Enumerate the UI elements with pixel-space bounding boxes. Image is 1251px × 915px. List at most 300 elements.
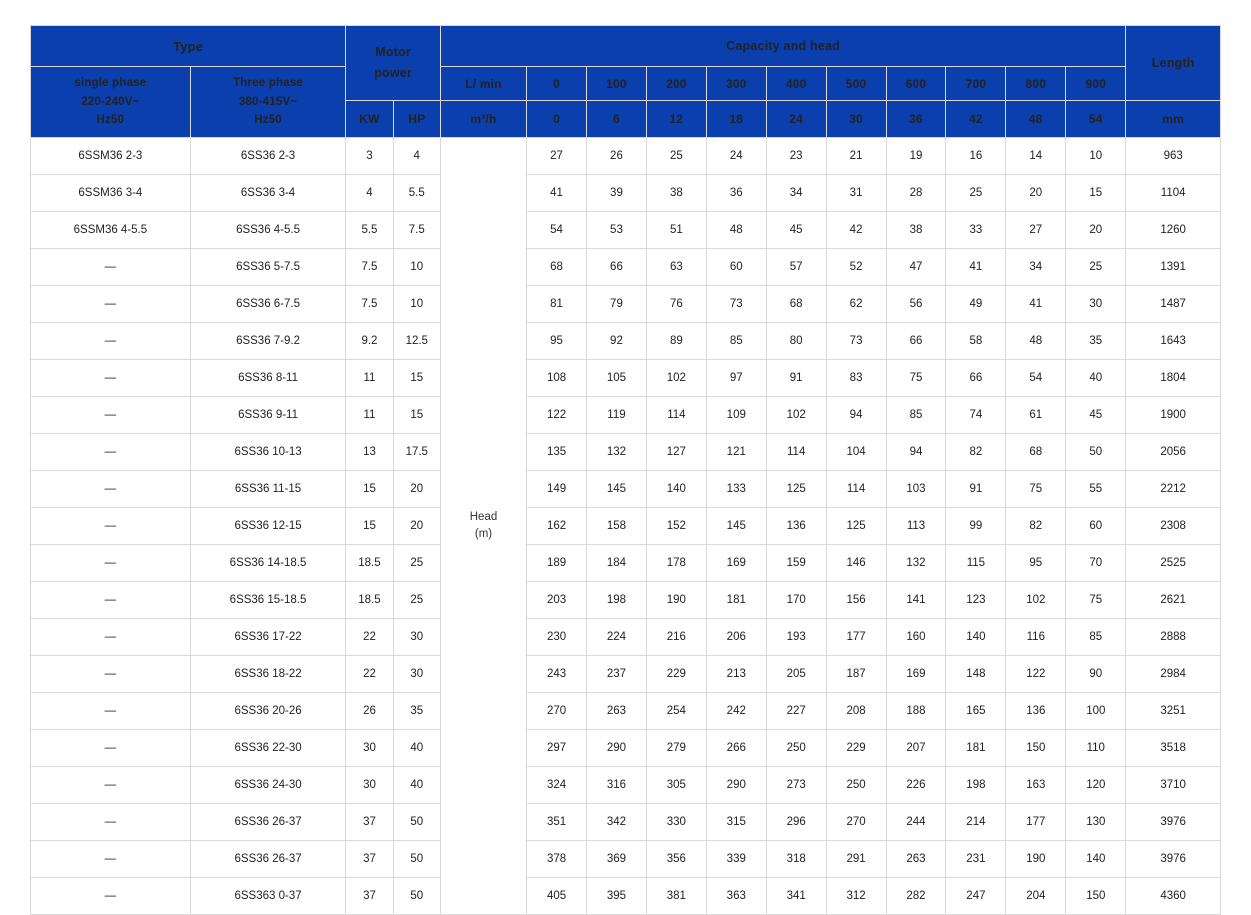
cell-head-value: 116 xyxy=(1006,619,1066,656)
cell-head-value: 169 xyxy=(886,656,946,693)
cell-length: 2621 xyxy=(1126,582,1221,619)
cell-head-value: 227 xyxy=(766,693,826,730)
cell-head-value: 36 xyxy=(706,175,766,212)
cell-head-value: 342 xyxy=(587,804,647,841)
cell-head-value: 85 xyxy=(1066,619,1126,656)
cell-kw: 18.5 xyxy=(346,582,393,619)
cell-head-value: 198 xyxy=(946,767,1006,804)
cell-single-phase: — xyxy=(31,360,191,397)
table-row xyxy=(31,471,1221,508)
cell-head-value: 148 xyxy=(946,656,1006,693)
cell-kw: 22 xyxy=(346,656,393,693)
cell-single-phase: — xyxy=(31,730,191,767)
cell-head-value: 297 xyxy=(527,730,587,767)
cell-single-phase: — xyxy=(31,767,191,804)
table-row xyxy=(31,508,1221,545)
cell-head-value: 135 xyxy=(527,434,587,471)
table-row xyxy=(31,360,1221,397)
table-row xyxy=(31,397,1221,434)
cell-head-value: 39 xyxy=(587,175,647,212)
cell-three-phase: 6SS36 22-30 xyxy=(190,730,346,767)
cell-head-value: 395 xyxy=(587,878,647,915)
cell-head-value: 133 xyxy=(706,471,766,508)
cell-head-value: 25 xyxy=(946,175,1006,212)
cell-three-phase: 6SS36 9-11 xyxy=(190,397,346,434)
cell-head-value: 61 xyxy=(1006,397,1066,434)
cell-head-value: 120 xyxy=(1066,767,1126,804)
cell-head-value: 20 xyxy=(1066,212,1126,249)
cell-head-value: 41 xyxy=(946,249,1006,286)
cell-head-value: 54 xyxy=(527,212,587,249)
cell-head-value: 229 xyxy=(646,656,706,693)
cell-single-phase: — xyxy=(31,656,191,693)
cell-head-value: 159 xyxy=(766,545,826,582)
cell-single-phase: — xyxy=(31,286,191,323)
cell-length: 2308 xyxy=(1126,508,1221,545)
cell-single-phase: 6SSM36 2-3 xyxy=(31,138,191,175)
cell-head-value: 193 xyxy=(766,619,826,656)
cell-head-value: 178 xyxy=(646,545,706,582)
cell-length: 3710 xyxy=(1126,767,1221,804)
cell-head-value: 114 xyxy=(766,434,826,471)
cell-head-value: 108 xyxy=(527,360,587,397)
table-row xyxy=(31,619,1221,656)
header-m3h-30: 30 xyxy=(826,101,886,138)
cell-head-value: 190 xyxy=(646,582,706,619)
cell-hp: 30 xyxy=(393,656,440,693)
cell-head-value: 38 xyxy=(646,175,706,212)
table-row xyxy=(31,212,1221,249)
table-header xyxy=(31,26,1221,138)
cell-head-value: 94 xyxy=(826,397,886,434)
cell-hp: 12.5 xyxy=(393,323,440,360)
cell-head-value: 290 xyxy=(587,730,647,767)
cell-head-value: 62 xyxy=(826,286,886,323)
cell-head-value: 177 xyxy=(826,619,886,656)
cell-hp: 25 xyxy=(393,582,440,619)
cell-head-value: 103 xyxy=(886,471,946,508)
cell-head-value: 160 xyxy=(886,619,946,656)
cell-head-value: 224 xyxy=(587,619,647,656)
header-capacity-and-head: Capacity and head xyxy=(440,26,1125,67)
cell-head-value: 70 xyxy=(1066,545,1126,582)
cell-hp: 25 xyxy=(393,545,440,582)
cell-kw: 37 xyxy=(346,841,393,878)
table-row xyxy=(31,582,1221,619)
cell-head-value: 150 xyxy=(1066,878,1126,915)
cell-head-value: 55 xyxy=(1066,471,1126,508)
cell-three-phase: 6SS36 2-3 xyxy=(190,138,346,175)
cell-head-value: 63 xyxy=(646,249,706,286)
cell-kw: 7.5 xyxy=(346,286,393,323)
cell-length: 1391 xyxy=(1126,249,1221,286)
cell-length: 1643 xyxy=(1126,323,1221,360)
cell-head-value: 136 xyxy=(766,508,826,545)
cell-head-value: 24 xyxy=(706,138,766,175)
cell-single-phase: — xyxy=(31,619,191,656)
cell-head-value: 132 xyxy=(886,545,946,582)
cell-head-value: 351 xyxy=(527,804,587,841)
cell-single-phase: — xyxy=(31,878,191,915)
cell-length: 1260 xyxy=(1126,212,1221,249)
cell-head-value: 35 xyxy=(1066,323,1126,360)
cell-head-value: 216 xyxy=(646,619,706,656)
cell-head-value: 405 xyxy=(527,878,587,915)
cell-kw: 26 xyxy=(346,693,393,730)
header-motor-power-line1: Motor xyxy=(375,44,411,59)
cell-head-value: 266 xyxy=(706,730,766,767)
cell-length: 1487 xyxy=(1126,286,1221,323)
cell-head-value: 250 xyxy=(766,730,826,767)
cell-hp: 20 xyxy=(393,508,440,545)
cell-single-phase: — xyxy=(31,249,191,286)
cell-head-value: 363 xyxy=(706,878,766,915)
cell-head-value: 149 xyxy=(527,471,587,508)
cell-head-value: 121 xyxy=(706,434,766,471)
header-length: Length xyxy=(1126,26,1221,101)
cell-head-value: 243 xyxy=(527,656,587,693)
cell-head-value: 42 xyxy=(826,212,886,249)
cell-head-value: 198 xyxy=(587,582,647,619)
cell-head-value: 296 xyxy=(766,804,826,841)
cell-head-value: 247 xyxy=(946,878,1006,915)
header-m3h-24: 24 xyxy=(766,101,826,138)
cell-hp: 15 xyxy=(393,360,440,397)
header-m3h-48: 48 xyxy=(1006,101,1066,138)
cell-head-value: 145 xyxy=(587,471,647,508)
table-row xyxy=(31,878,1221,915)
cell-head-value: 34 xyxy=(766,175,826,212)
cell-hp: 4 xyxy=(393,138,440,175)
header-unit-m3h: m³/h xyxy=(440,101,526,138)
cell-three-phase: 6SS36 8-11 xyxy=(190,360,346,397)
cell-head-value: 80 xyxy=(766,323,826,360)
cell-head-value: 73 xyxy=(826,323,886,360)
cell-three-phase: 6SS36 5-7.5 xyxy=(190,249,346,286)
cell-single-phase: — xyxy=(31,471,191,508)
cell-head-value: 16 xyxy=(946,138,1006,175)
pump-specification-table xyxy=(30,25,1221,915)
cell-head-value: 229 xyxy=(826,730,886,767)
cell-head-value: 282 xyxy=(886,878,946,915)
cell-single-phase: — xyxy=(31,397,191,434)
cell-head-value: 189 xyxy=(527,545,587,582)
cell-head-value: 170 xyxy=(766,582,826,619)
cell-head-value: 25 xyxy=(646,138,706,175)
cell-head-value: 169 xyxy=(706,545,766,582)
cell-head-value: 158 xyxy=(587,508,647,545)
table-row xyxy=(31,656,1221,693)
table-row xyxy=(31,286,1221,323)
cell-head-value: 316 xyxy=(587,767,647,804)
cell-length: 3518 xyxy=(1126,730,1221,767)
cell-head-value: 290 xyxy=(706,767,766,804)
cell-kw: 37 xyxy=(346,878,393,915)
cell-head-value: 162 xyxy=(527,508,587,545)
cell-head-value: 123 xyxy=(946,582,1006,619)
cell-length: 2525 xyxy=(1126,545,1221,582)
cell-head-value: 92 xyxy=(587,323,647,360)
cell-head-value: 85 xyxy=(886,397,946,434)
cell-head-value: 26 xyxy=(587,138,647,175)
table-row xyxy=(31,693,1221,730)
table-row xyxy=(31,730,1221,767)
cell-three-phase: 6SS36 6-7.5 xyxy=(190,286,346,323)
cell-hp: 10 xyxy=(393,249,440,286)
cell-head-value: 140 xyxy=(646,471,706,508)
cell-head-value: 122 xyxy=(1006,656,1066,693)
head-unit-line2: (m) xyxy=(474,528,493,540)
cell-head-value: 125 xyxy=(826,508,886,545)
cell-three-phase: 6SS36 18-22 xyxy=(190,656,346,693)
cell-three-phase: 6SS36 26-37 xyxy=(190,841,346,878)
cell-head-value: 214 xyxy=(946,804,1006,841)
cell-head-value: 54 xyxy=(1006,360,1066,397)
cell-head-value: 213 xyxy=(706,656,766,693)
cell-single-phase: — xyxy=(31,693,191,730)
cell-head-value: 206 xyxy=(706,619,766,656)
cell-head-value: 66 xyxy=(886,323,946,360)
cell-head-value: 279 xyxy=(646,730,706,767)
cell-head-value: 68 xyxy=(527,249,587,286)
cell-head-value: 47 xyxy=(886,249,946,286)
cell-head-value: 188 xyxy=(886,693,946,730)
cell-head-value: 369 xyxy=(587,841,647,878)
cell-head-value: 341 xyxy=(766,878,826,915)
cell-single-phase: — xyxy=(31,434,191,471)
header-unit-lmin: L/ min xyxy=(440,67,526,101)
cell-kw: 18.5 xyxy=(346,545,393,582)
cell-three-phase: 6SS36 4-5.5 xyxy=(190,212,346,249)
cell-head-value: 83 xyxy=(826,360,886,397)
header-single-phase-line1: single phase xyxy=(74,76,147,89)
cell-head-value: 45 xyxy=(1066,397,1126,434)
cell-head-value: 181 xyxy=(946,730,1006,767)
cell-hp: 5.5 xyxy=(393,175,440,212)
cell-head-value: 141 xyxy=(886,582,946,619)
cell-head-value: 10 xyxy=(1066,138,1126,175)
cell-kw: 5.5 xyxy=(346,212,393,249)
cell-head-value: 324 xyxy=(527,767,587,804)
cell-head-value: 94 xyxy=(886,434,946,471)
cell-head-value: 156 xyxy=(826,582,886,619)
cell-head-value: 95 xyxy=(1006,545,1066,582)
cell-hp: 7.5 xyxy=(393,212,440,249)
cell-kw: 22 xyxy=(346,619,393,656)
header-lmin-300: 300 xyxy=(706,67,766,101)
cell-head-value: 237 xyxy=(587,656,647,693)
cell-head-value: 91 xyxy=(946,471,1006,508)
header-lmin-600: 600 xyxy=(886,67,946,101)
cell-head-value: 79 xyxy=(587,286,647,323)
cell-head-value: 82 xyxy=(1006,508,1066,545)
cell-three-phase: 6SS36 11-15 xyxy=(190,471,346,508)
cell-head-value: 305 xyxy=(646,767,706,804)
cell-head-value: 48 xyxy=(1006,323,1066,360)
cell-kw: 7.5 xyxy=(346,249,393,286)
cell-head-value: 318 xyxy=(766,841,826,878)
cell-kw: 15 xyxy=(346,471,393,508)
header-hp: HP xyxy=(393,101,440,138)
cell-head-value: 60 xyxy=(1066,508,1126,545)
cell-head-value: 177 xyxy=(1006,804,1066,841)
header-lmin-900: 900 xyxy=(1066,67,1126,101)
cell-head-value: 99 xyxy=(946,508,1006,545)
header-m3h-42: 42 xyxy=(946,101,1006,138)
cell-head-value: 90 xyxy=(1066,656,1126,693)
cell-head-value: 205 xyxy=(766,656,826,693)
cell-head-value: 270 xyxy=(527,693,587,730)
cell-length: 1104 xyxy=(1126,175,1221,212)
cell-kw: 37 xyxy=(346,804,393,841)
cell-kw: 11 xyxy=(346,397,393,434)
cell-head-value: 21 xyxy=(826,138,886,175)
cell-head-value: 34 xyxy=(1006,249,1066,286)
cell-head-value: 204 xyxy=(1006,878,1066,915)
cell-head-value: 102 xyxy=(646,360,706,397)
cell-head-value: 100 xyxy=(1066,693,1126,730)
cell-head-value: 15 xyxy=(1066,175,1126,212)
cell-hp: 30 xyxy=(393,619,440,656)
cell-head-value: 163 xyxy=(1006,767,1066,804)
table-row xyxy=(31,434,1221,471)
header-motor-power xyxy=(346,26,441,101)
cell-head-value: 102 xyxy=(1006,582,1066,619)
header-m3h-54: 54 xyxy=(1066,101,1126,138)
cell-head-value: 45 xyxy=(766,212,826,249)
cell-head-value: 75 xyxy=(886,360,946,397)
table-row xyxy=(31,175,1221,212)
cell-hp: 50 xyxy=(393,804,440,841)
cell-head-value: 113 xyxy=(886,508,946,545)
cell-kw: 30 xyxy=(346,730,393,767)
header-lmin-400: 400 xyxy=(766,67,826,101)
cell-head-value: 82 xyxy=(946,434,1006,471)
cell-head-value: 273 xyxy=(766,767,826,804)
cell-kw: 30 xyxy=(346,767,393,804)
cell-head-value: 312 xyxy=(826,878,886,915)
cell-head-value: 85 xyxy=(706,323,766,360)
cell-head-value: 53 xyxy=(587,212,647,249)
header-lmin-500: 500 xyxy=(826,67,886,101)
cell-single-phase: — xyxy=(31,323,191,360)
cell-kw: 11 xyxy=(346,360,393,397)
cell-head-value: 20 xyxy=(1006,175,1066,212)
cell-head-value: 190 xyxy=(1006,841,1066,878)
cell-length: 1804 xyxy=(1126,360,1221,397)
cell-kw: 4 xyxy=(346,175,393,212)
cell-hp: 35 xyxy=(393,693,440,730)
cell-head-value: 104 xyxy=(826,434,886,471)
cell-length: 4360 xyxy=(1126,878,1221,915)
header-m3h-6: 6 xyxy=(587,101,647,138)
cell-head-value: 187 xyxy=(826,656,886,693)
table-row xyxy=(31,767,1221,804)
cell-head-value: 41 xyxy=(527,175,587,212)
cell-head-value: 184 xyxy=(587,545,647,582)
cell-head-value: 58 xyxy=(946,323,1006,360)
cell-single-phase: — xyxy=(31,582,191,619)
header-single-phase-line3: Hz50 xyxy=(96,114,125,127)
cell-head-value: 181 xyxy=(706,582,766,619)
cell-head-value: 146 xyxy=(826,545,886,582)
cell-head-value: 230 xyxy=(527,619,587,656)
cell-kw: 3 xyxy=(346,138,393,175)
cell-head-value: 119 xyxy=(587,397,647,434)
cell-head-value: 207 xyxy=(886,730,946,767)
cell-head-value: 68 xyxy=(766,286,826,323)
cell-head-value: 203 xyxy=(527,582,587,619)
cell-head-value: 244 xyxy=(886,804,946,841)
cell-length: 3251 xyxy=(1126,693,1221,730)
cell-head-value: 38 xyxy=(886,212,946,249)
cell-three-phase: 6SS36 26-37 xyxy=(190,804,346,841)
cell-head-value: 114 xyxy=(646,397,706,434)
header-m3h-36: 36 xyxy=(886,101,946,138)
cell-three-phase: 6SS36 7-9.2 xyxy=(190,323,346,360)
cell-hp: 40 xyxy=(393,767,440,804)
header-lmin-700: 700 xyxy=(946,67,1006,101)
cell-head-value: 33 xyxy=(946,212,1006,249)
cell-single-phase: — xyxy=(31,841,191,878)
cell-three-phase: 6SS36 3-4 xyxy=(190,175,346,212)
cell-head-value: 31 xyxy=(826,175,886,212)
cell-head-value: 109 xyxy=(706,397,766,434)
cell-head-value: 208 xyxy=(826,693,886,730)
cell-kw: 9.2 xyxy=(346,323,393,360)
cell-length: 963 xyxy=(1126,138,1221,175)
cell-hp: 20 xyxy=(393,471,440,508)
cell-head-value: 250 xyxy=(826,767,886,804)
cell-head-value: 136 xyxy=(1006,693,1066,730)
cell-hp: 50 xyxy=(393,878,440,915)
cell-head-value: 75 xyxy=(1066,582,1126,619)
cell-head-value: 114 xyxy=(826,471,886,508)
cell-head-value: 28 xyxy=(886,175,946,212)
cell-single-phase: — xyxy=(31,545,191,582)
cell-head-value: 91 xyxy=(766,360,826,397)
cell-head-value: 40 xyxy=(1066,360,1126,397)
cell-three-phase: 6SS36 24-30 xyxy=(190,767,346,804)
cell-head-value: 66 xyxy=(587,249,647,286)
cell-head-value: 75 xyxy=(1006,471,1066,508)
cell-hp: 17.5 xyxy=(393,434,440,471)
cell-head-value: 81 xyxy=(527,286,587,323)
header-m3h-12: 12 xyxy=(646,101,706,138)
cell-hp: 40 xyxy=(393,730,440,767)
cell-head-value: 49 xyxy=(946,286,1006,323)
header-three-phase-line2: 380-415V~ xyxy=(238,95,298,108)
cell-head-value: 23 xyxy=(766,138,826,175)
table-row xyxy=(31,249,1221,286)
cell-head-value: 226 xyxy=(886,767,946,804)
cell-head-value: 105 xyxy=(587,360,647,397)
cell-three-phase: 6SS36 17-22 xyxy=(190,619,346,656)
cell-three-phase: 6SS36 15-18.5 xyxy=(190,582,346,619)
cell-head-value: 127 xyxy=(646,434,706,471)
cell-single-phase: — xyxy=(31,804,191,841)
cell-head-value: 48 xyxy=(706,212,766,249)
cell-head-value: 140 xyxy=(946,619,1006,656)
header-lmin-100: 100 xyxy=(587,67,647,101)
cell-kw: 13 xyxy=(346,434,393,471)
cell-three-phase: 6SS36 14-18.5 xyxy=(190,545,346,582)
cell-length: 2984 xyxy=(1126,656,1221,693)
cell-head-value: 110 xyxy=(1066,730,1126,767)
header-lmin-0: 0 xyxy=(527,67,587,101)
table-row xyxy=(31,804,1221,841)
cell-head-value: 378 xyxy=(527,841,587,878)
